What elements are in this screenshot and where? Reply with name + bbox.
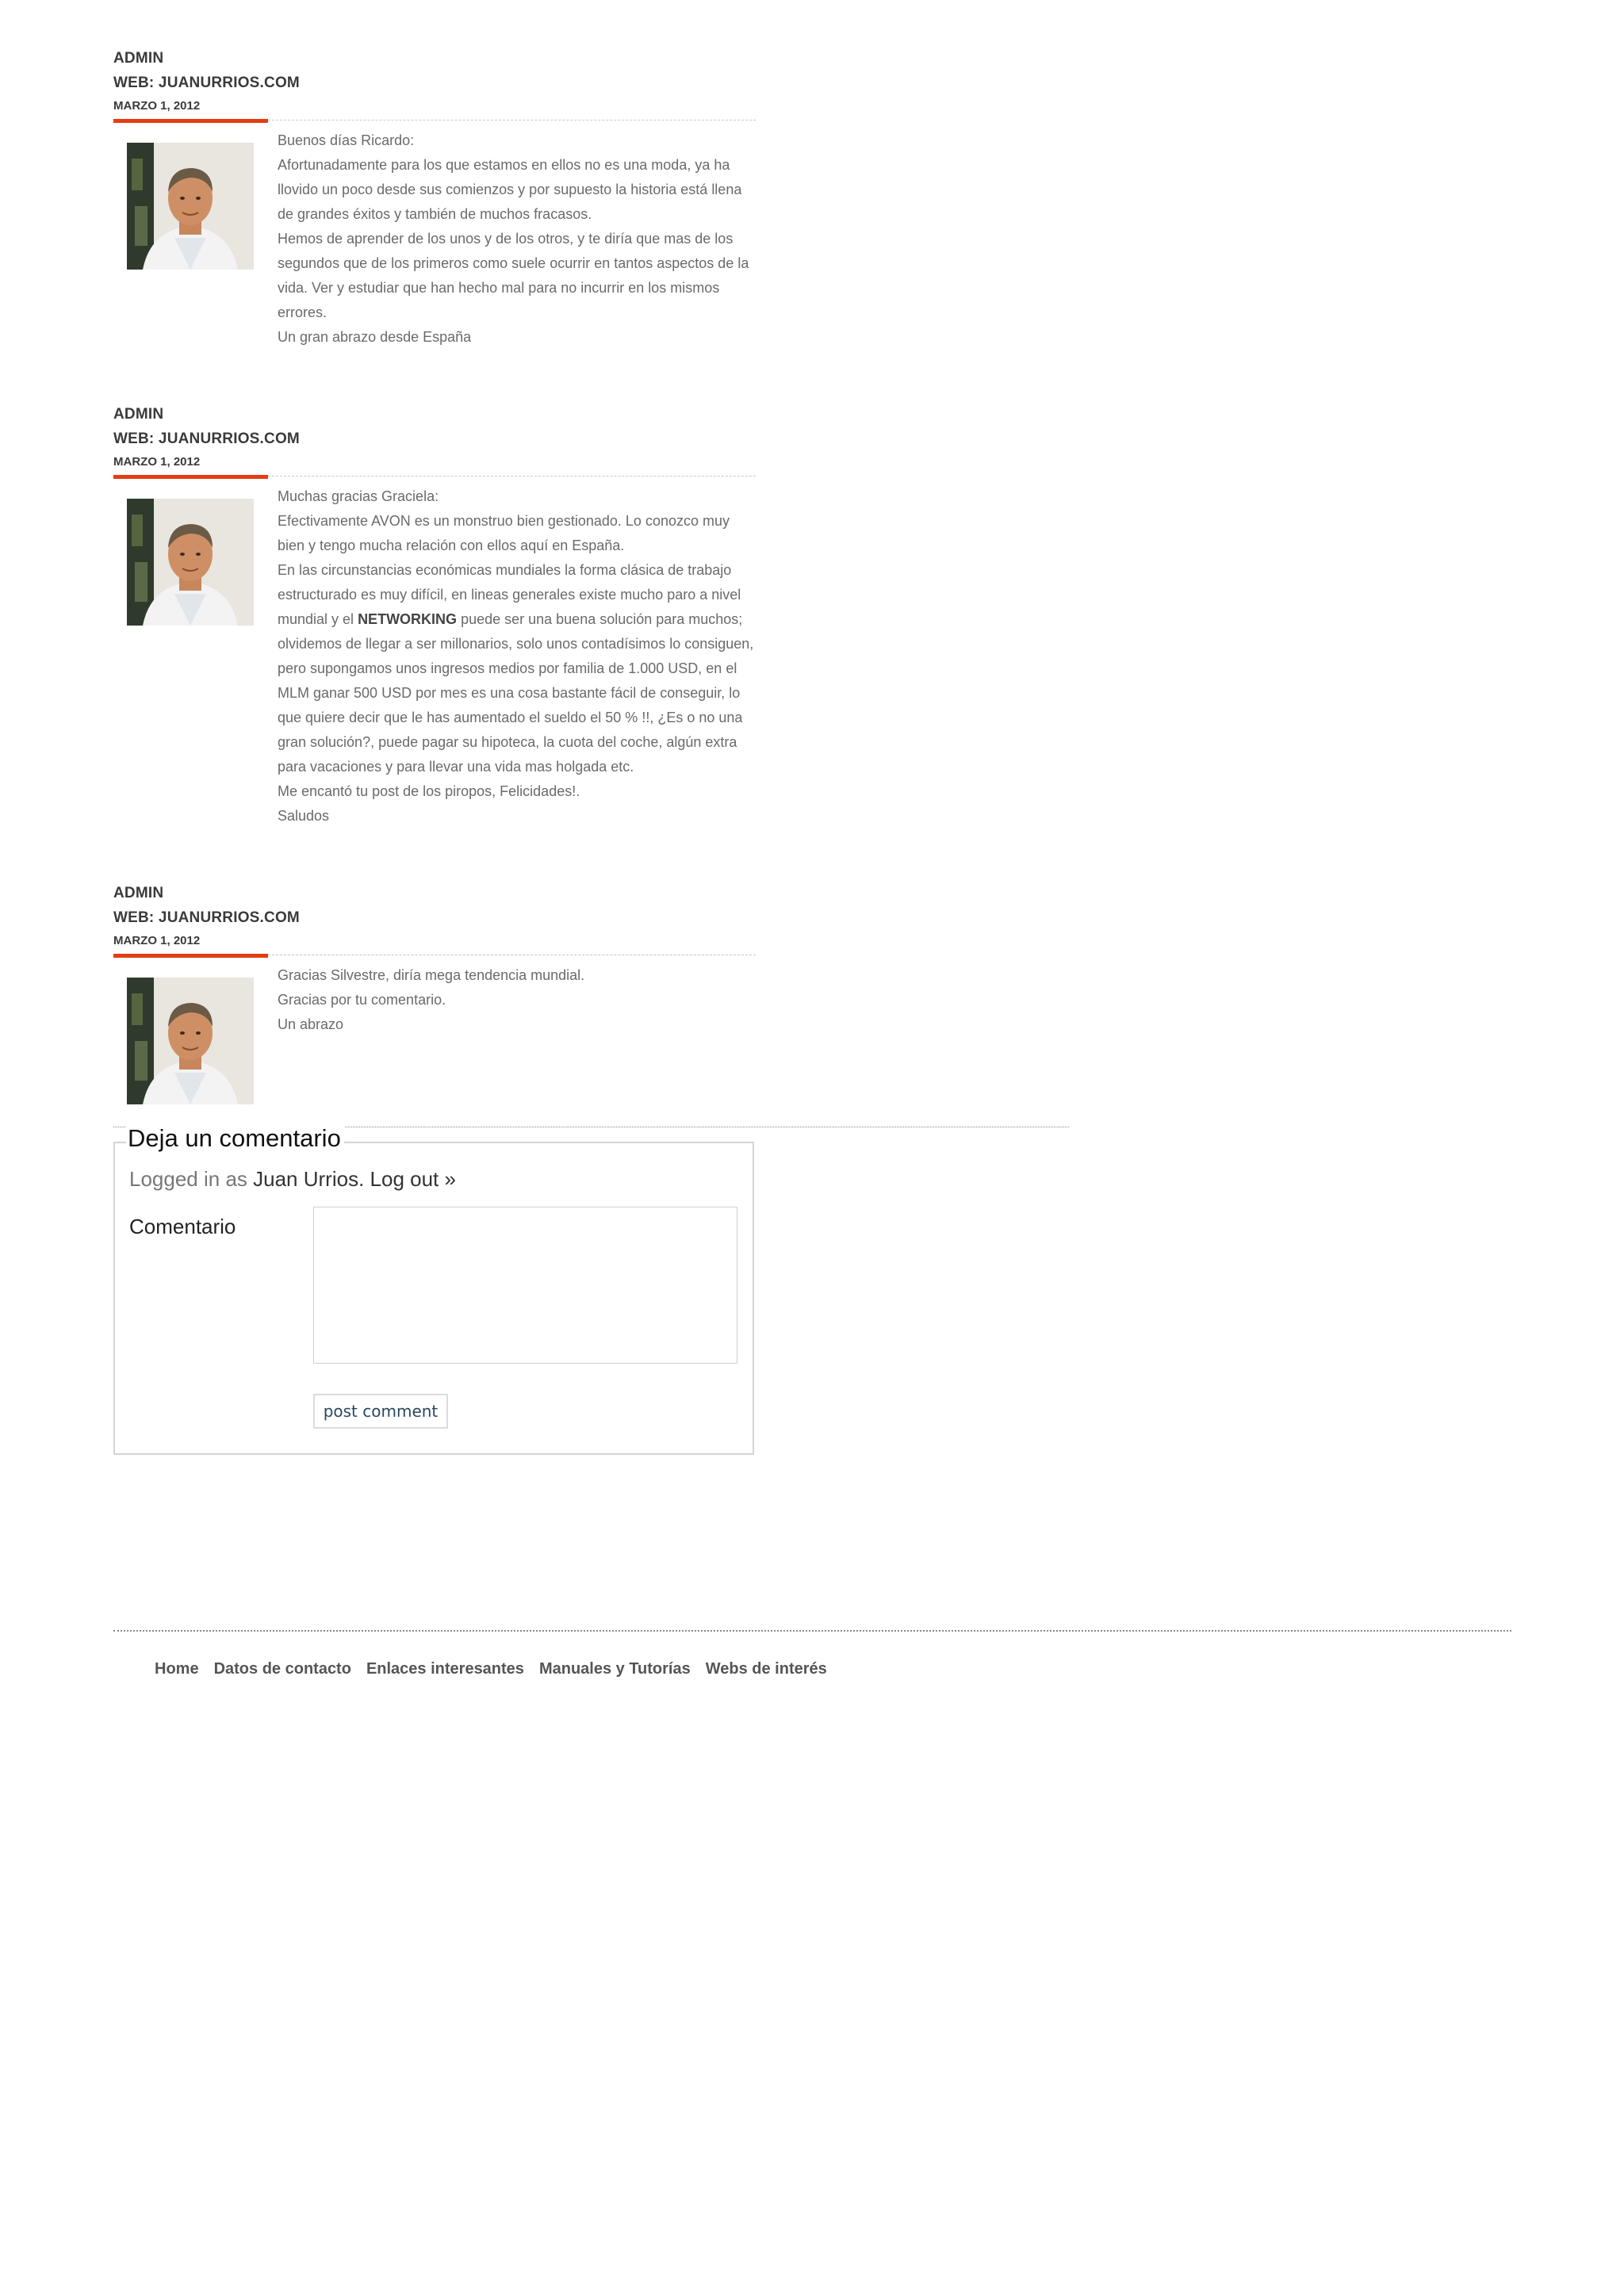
logged-in-user-link[interactable]: Juan Urrios [253, 1167, 359, 1191]
comment-body [113, 963, 756, 1090]
logged-in-status [129, 1167, 456, 1192]
comment-body [113, 484, 756, 828]
comment-author[interactable]: ADMIN [113, 885, 164, 901]
comment-text [278, 484, 757, 828]
comment-rule-accent [113, 954, 268, 958]
footer-nav [155, 1660, 827, 1678]
comment-author-web[interactable]: WEB: JUANURRIOS.COM [113, 75, 300, 91]
comment-line: Muchas gracias Graciela: [278, 488, 439, 504]
comment-line: Efectivamente AVON es un monstruo bien gestionado. Lo conozco muy bien y tengo mucha relación con ellos aquí en España. [278, 513, 730, 553]
comment-author-web[interactable]: WEB: JUANURRIOS.COM [113, 430, 300, 447]
comment-author[interactable]: ADMIN [113, 406, 164, 423]
comment-text-segment: En las circunstancias económicas mundiales la forma clásica de trabajo estructurado es muy difícil, en lineas generales existe mucho paro a nivel mundial y el [278, 562, 741, 627]
footer-link-webs[interactable]: Webs de interés [705, 1660, 827, 1678]
comment-form-title: Deja un comentario [126, 1124, 344, 1153]
comments-page [113, 46, 1517, 1455]
comment-line: Gracias Silvestre, diría mega tendencia mundial. [278, 967, 585, 983]
post-comment-button[interactable]: post comment [313, 1394, 448, 1429]
comment-text-segment: puede ser una buena solución para muchos; olvidemos de llegar a ser millonarios, solo unos contadísimos lo consiguen, pero supongamos unos ingresos medios por familia de 1.000 USD, en el MLM ganar 500 USD por mes es una cosa bastante fácil de conseguir, lo que quiere decir que le has aumentado el sueldo el 50 % !!, ¿Es o no una gran solución?, puede pagar su hipoteca, la cuota del coche, algún extra para vacaciones y para llevar una vida mas holgada etc. [278, 611, 754, 775]
comment-form [113, 1124, 754, 1455]
comment-1 [113, 46, 756, 350]
comment-rule-accent [113, 119, 268, 123]
comment-2 [113, 402, 756, 828]
footer-link-contacto[interactable]: Datos de contacto [213, 1660, 351, 1678]
comment-bold-word: NETWORKING [358, 611, 458, 627]
footer-divider [113, 1630, 1511, 1632]
comment-line: Buenos días Ricardo: [278, 132, 415, 148]
logout-link[interactable]: . Log out » [358, 1167, 456, 1191]
avatar [127, 499, 254, 626]
footer-link-manuales[interactable]: Manuales y Tutorías [538, 1660, 691, 1678]
footer-link-enlaces[interactable]: Enlaces interesantes [366, 1660, 524, 1678]
comment-author[interactable]: ADMIN [113, 50, 164, 67]
comment-line: Me encantó tu post de los piropos, Felicidades!. [278, 783, 580, 799]
comment-rule [113, 119, 756, 124]
comment-line [278, 558, 757, 779]
comment-date: MARZO 1, 2012 [113, 934, 201, 947]
comment-text [278, 128, 757, 350]
comment-text [278, 963, 757, 1037]
comment-rule [113, 475, 756, 480]
comment-line: Saludos [278, 808, 330, 824]
comment-date: MARZO 1, 2012 [113, 455, 201, 469]
avatar-photo-icon [127, 499, 254, 626]
avatar-photo-icon [127, 143, 254, 270]
logged-in-prefix: Logged in as [129, 1167, 254, 1191]
comment-line: Un gran abrazo desde España [278, 329, 472, 345]
comment-date: MARZO 1, 2012 [113, 99, 201, 113]
avatar [127, 978, 254, 1104]
comment-body [113, 128, 756, 350]
footer-link-home[interactable]: Home [155, 1660, 199, 1678]
comment-rule-accent [113, 475, 268, 479]
avatar [127, 143, 254, 270]
comment-line: Hemos de aprender de los unos y de los otros, y te diría que mas de los segundos que de los primeros como suele ocurrir en tantos aspectos de la vida. Ver y estudiar que han hecho mal para no incurrir en los mismos errores. [278, 231, 749, 320]
comment-line: Afortunadamente para los que estamos en ellos no es una moda, ya ha llovido un poco desde sus comienzos y por supuesto la historia está llena de grandes éxitos y también de muchos fracasos. [278, 157, 742, 222]
comment-rule-dots [268, 120, 756, 121]
comment-line: Gracias por tu comentario. [278, 992, 446, 1008]
comment-rule [113, 954, 756, 959]
comment-textarea[interactable] [313, 1207, 737, 1364]
comment-field-label: Comentario [129, 1215, 236, 1238]
comment-line: Un abrazo [278, 1016, 344, 1032]
avatar-photo-icon [127, 978, 254, 1104]
comment-3 [113, 881, 756, 1090]
comment-author-web[interactable]: WEB: JUANURRIOS.COM [113, 909, 300, 926]
